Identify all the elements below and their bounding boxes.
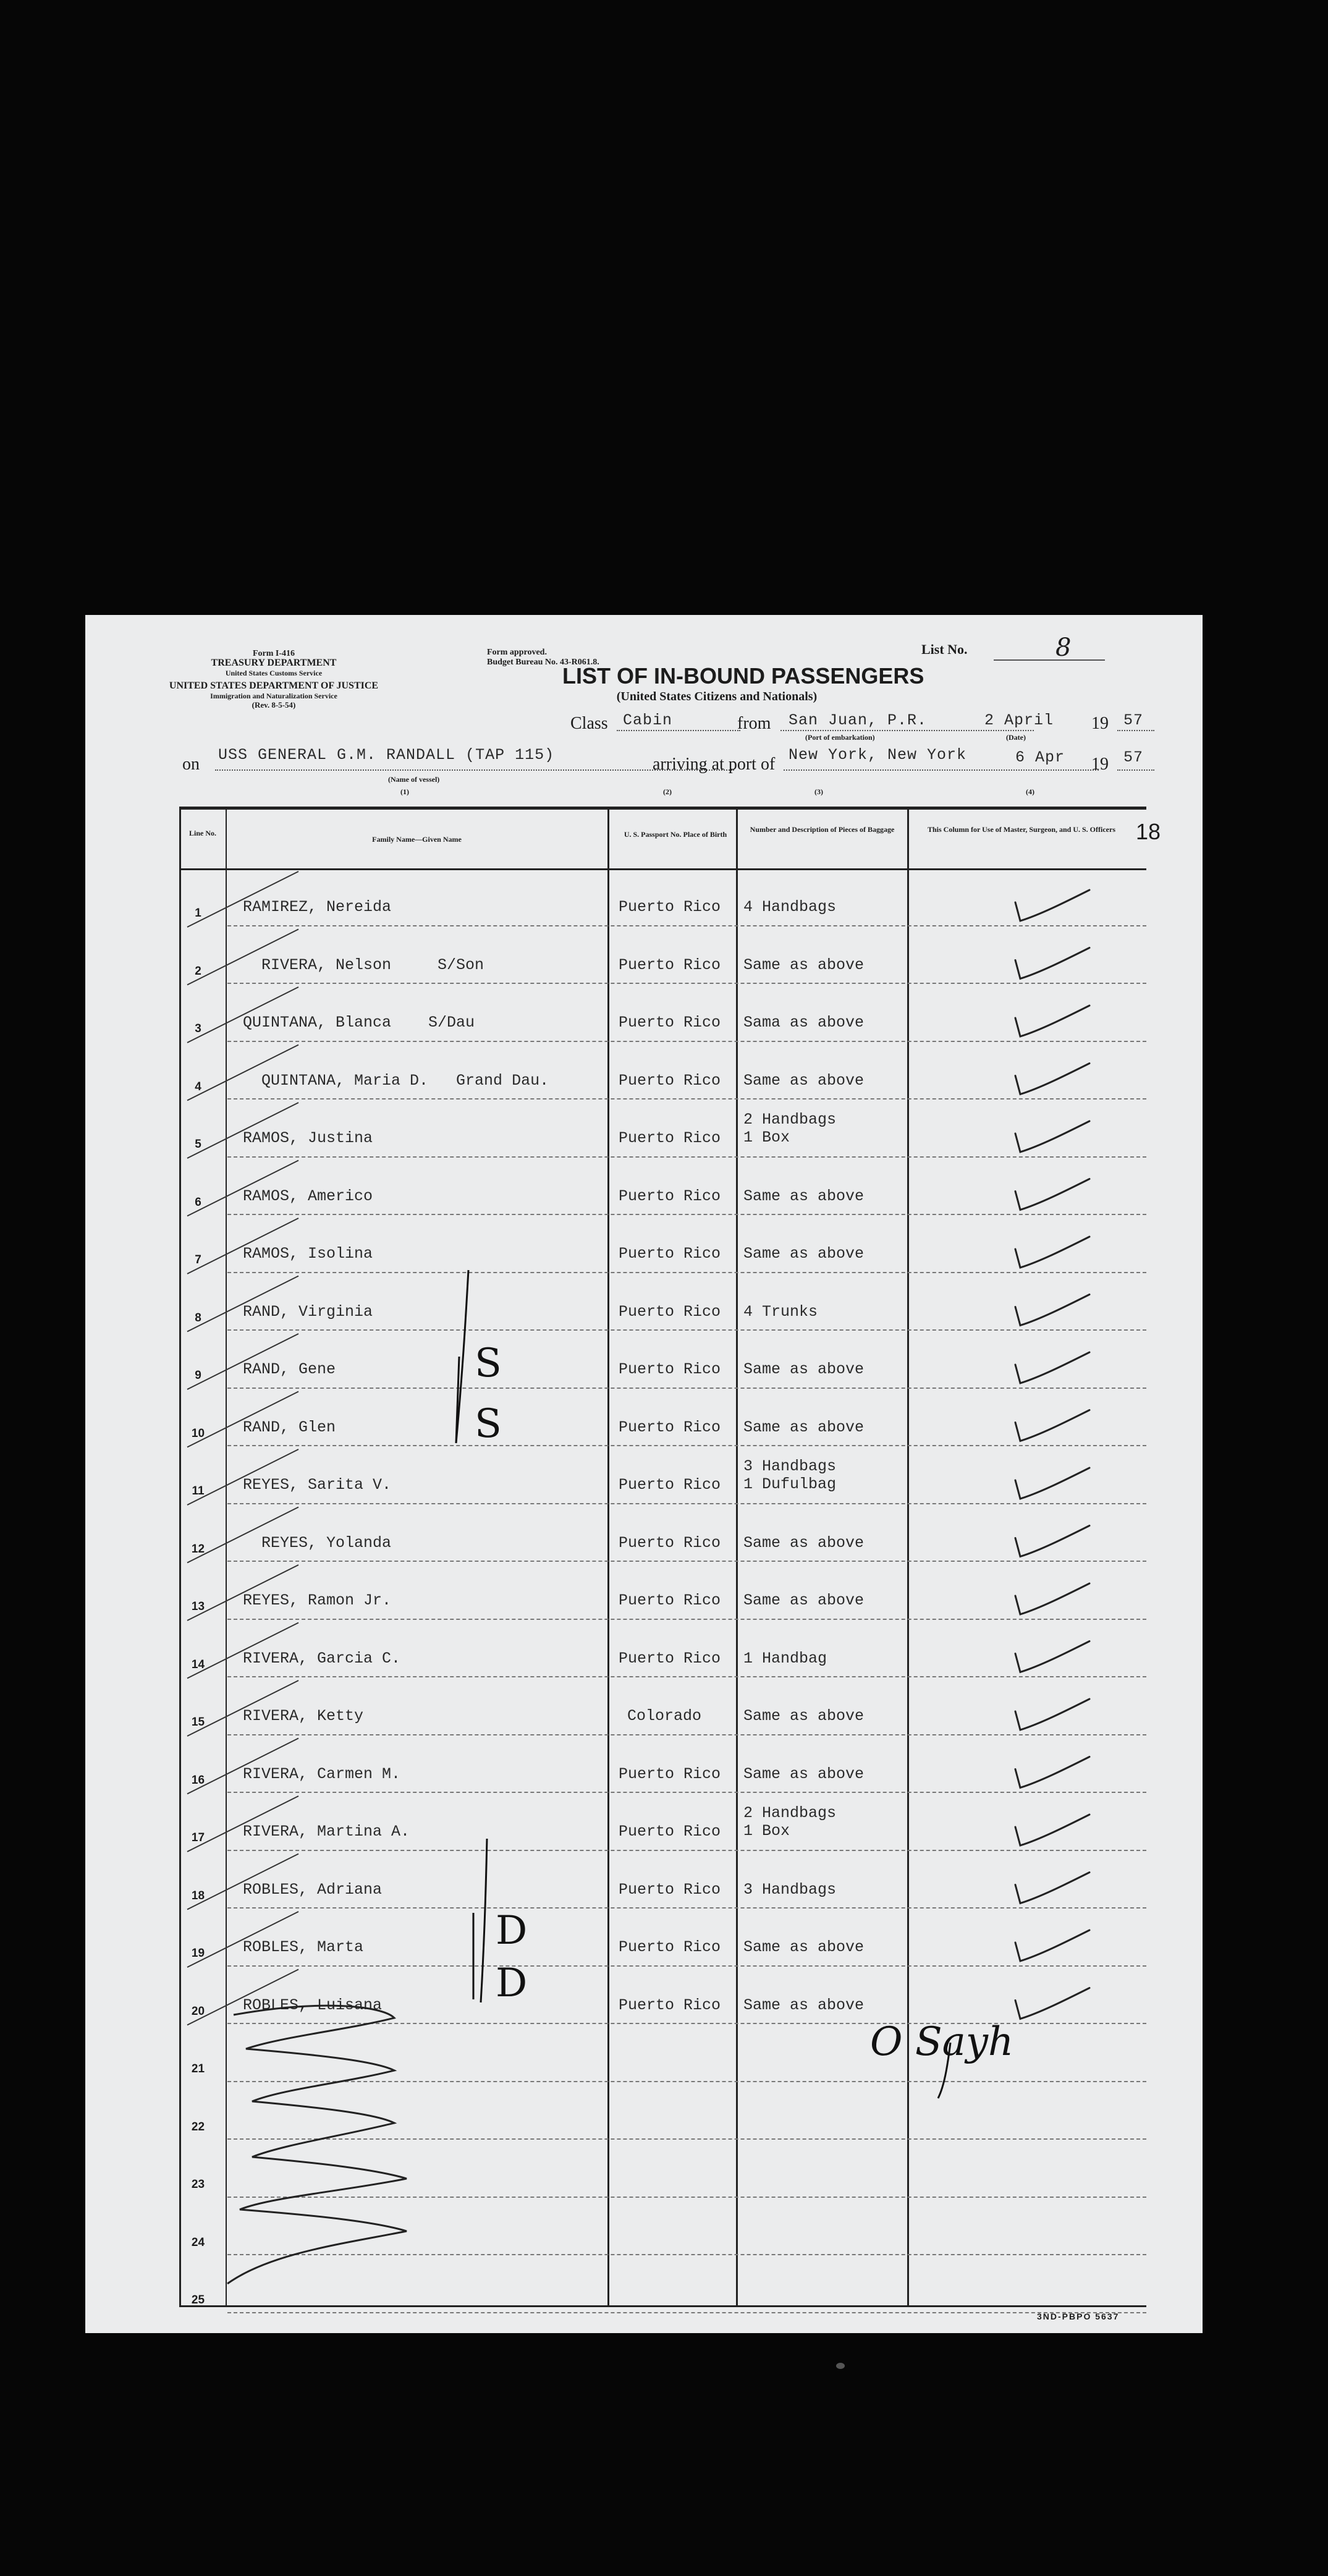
class-label: Class bbox=[570, 714, 608, 733]
name-slash bbox=[187, 1970, 298, 2025]
vessel-caption: (Name of vessel) bbox=[388, 775, 440, 784]
column-number-1: (1) bbox=[400, 787, 409, 796]
bracket-mark-d1: D bbox=[496, 1908, 528, 1954]
name-slash bbox=[187, 987, 298, 1043]
passenger-name: REYES, Sarita V. bbox=[243, 1476, 392, 1494]
year-prefix: 19 bbox=[1091, 714, 1109, 733]
passenger-name: REYES, Ramon Jr. bbox=[243, 1591, 392, 1609]
row-line-number: 25 bbox=[191, 2294, 205, 2307]
baggage-description: Same as above bbox=[743, 1996, 865, 2014]
passenger-name: REYES, Yolanda bbox=[261, 1533, 392, 1552]
revision-date: (Rev. 8-5-54) bbox=[252, 700, 296, 710]
budget-bureau-no: Budget Bureau No. 43-R061.8. bbox=[487, 658, 599, 667]
place-of-birth: Puerto Rico bbox=[619, 1071, 721, 1090]
place-of-birth: Puerto Rico bbox=[619, 1245, 721, 1263]
passenger-name: RAND, Virginia bbox=[243, 1302, 373, 1321]
row-line-number: 21 bbox=[191, 2062, 205, 2075]
year-value: 57 bbox=[1123, 711, 1144, 729]
row-line-number: 24 bbox=[191, 2235, 205, 2249]
place-of-birth: Puerto Rico bbox=[619, 1476, 721, 1494]
passenger-name: RAMIREZ, Nereida bbox=[243, 898, 392, 916]
passenger-name: ROBLES, Luisana bbox=[243, 1996, 383, 2014]
row-line-number: 3 bbox=[195, 1022, 201, 1035]
check-mark bbox=[1015, 1988, 1089, 2019]
from-port: San Juan, P.R. bbox=[789, 711, 928, 729]
passenger-name: RAND, Glen bbox=[243, 1418, 336, 1436]
place-of-birth: Puerto Rico bbox=[619, 1996, 721, 2014]
name-slash bbox=[187, 1565, 298, 1621]
vessel-name: USS GENERAL G.M. RANDALL (TAP 115) bbox=[218, 746, 555, 764]
name-slash bbox=[187, 1392, 298, 1447]
name-slash bbox=[187, 1796, 298, 1852]
check-mark bbox=[1015, 1121, 1089, 1152]
officer-signature: O Sayh bbox=[870, 2019, 1014, 2065]
check-marks bbox=[1015, 890, 1089, 2019]
from-label: from bbox=[737, 714, 771, 733]
page-mark: 18 bbox=[1136, 819, 1161, 844]
passenger-manifest-page bbox=[85, 615, 1203, 2333]
baggage-description: Same as above bbox=[743, 955, 865, 974]
baggage-description: 3 Handbags 1 Dufulbag bbox=[743, 1457, 837, 1493]
family-bracket-rand bbox=[456, 1270, 468, 1443]
baggage-description: 3 Handbags bbox=[743, 1880, 837, 1899]
row-line-number: 14 bbox=[191, 1658, 205, 1671]
column-number-3: (3) bbox=[814, 787, 823, 796]
header-line-no: Line No. bbox=[188, 829, 216, 837]
bracket-mark-s2: S bbox=[475, 1401, 502, 1447]
baggage-description: Same as above bbox=[743, 1187, 865, 1205]
place-of-birth: Puerto Rico bbox=[619, 1880, 721, 1899]
customs-service: United States Customs Service bbox=[225, 669, 323, 677]
row-line-number: 11 bbox=[192, 1485, 205, 1498]
name-slash bbox=[187, 1680, 298, 1736]
baggage-description: 1 Handbag bbox=[743, 1649, 827, 1667]
row-line-number: 20 bbox=[191, 2004, 205, 2018]
list-number-label: List No. bbox=[921, 642, 968, 657]
baggage-description: Same as above bbox=[743, 1765, 865, 1783]
treasury-dept: TREASURY DEPARTMENT bbox=[211, 658, 337, 668]
check-mark bbox=[1015, 1526, 1089, 1557]
passenger-name: RAMOS, Isolina bbox=[243, 1245, 373, 1263]
name-slash bbox=[187, 1449, 298, 1505]
name-slash bbox=[187, 1739, 298, 1794]
handwritten-ink-layer bbox=[85, 615, 1203, 2333]
row-line-number: 2 bbox=[195, 964, 201, 978]
row-line-number: 22 bbox=[191, 2120, 205, 2133]
place-of-birth: Puerto Rico bbox=[619, 1591, 721, 1609]
place-of-birth: Puerto Rico bbox=[619, 1014, 721, 1032]
place-of-birth: Puerto Rico bbox=[619, 1649, 721, 1667]
place-of-birth: Puerto Rico bbox=[619, 1765, 721, 1783]
check-mark bbox=[1015, 1757, 1089, 1788]
row-line-number: 1 bbox=[195, 907, 201, 920]
row-line-number: 10 bbox=[191, 1426, 205, 1440]
row-line-number: 7 bbox=[195, 1253, 201, 1266]
row-line-number: 8 bbox=[195, 1311, 201, 1324]
baggage-description: Same as above bbox=[743, 1938, 865, 1956]
name-slash-marks bbox=[187, 871, 298, 2025]
passenger-name: RIVERA, Ketty bbox=[243, 1707, 364, 1725]
row-line-number: 9 bbox=[195, 1369, 201, 1382]
check-mark bbox=[1015, 890, 1089, 921]
scan-speck bbox=[836, 2363, 845, 2369]
name-slash bbox=[187, 1507, 298, 1563]
justice-dept: UNITED STATES DEPARTMENT OF JUSTICE bbox=[169, 680, 379, 691]
page-subtitle: (United States Citizens and Nationals) bbox=[616, 690, 818, 703]
place-of-birth: Puerto Rico bbox=[619, 1187, 721, 1205]
check-mark bbox=[1015, 1179, 1089, 1210]
check-mark bbox=[1015, 1930, 1089, 1961]
check-mark bbox=[1015, 1295, 1089, 1326]
passenger-name: RAMOS, Justina bbox=[243, 1129, 373, 1147]
place-of-birth: Puerto Rico bbox=[619, 1533, 721, 1552]
row-line-number: 4 bbox=[195, 1080, 201, 1093]
place-of-birth: Puerto Rico bbox=[619, 955, 721, 974]
check-mark bbox=[1015, 1815, 1089, 1845]
name-slash bbox=[187, 1334, 298, 1389]
baggage-description: Sama as above bbox=[743, 1014, 865, 1032]
baggage-description: Same as above bbox=[743, 1071, 865, 1090]
row-line-number: 15 bbox=[191, 1716, 205, 1729]
blank-rows-scribble bbox=[227, 2006, 407, 2284]
baggage-description: Same as above bbox=[743, 1360, 865, 1378]
footer-code: 3ND-PBPO 5637 bbox=[1037, 2311, 1120, 2321]
name-slash bbox=[187, 1103, 298, 1158]
baggage-description: Same as above bbox=[743, 1245, 865, 1263]
bracket-line-3 bbox=[481, 1839, 487, 2002]
bracket-mark-s1: S bbox=[475, 1341, 502, 1386]
baggage-description: 4 Handbags bbox=[743, 898, 837, 916]
place-of-birth: Puerto Rico bbox=[619, 1360, 721, 1378]
check-mark bbox=[1015, 1410, 1089, 1441]
name-slash bbox=[187, 1218, 298, 1274]
arrival-year-prefix: 19 bbox=[1091, 755, 1109, 774]
class-value: Cabin bbox=[623, 711, 673, 729]
place-of-birth: Puerto Rico bbox=[619, 1418, 721, 1436]
name-slash bbox=[187, 1161, 298, 1216]
passenger-name: ROBLES, Marta bbox=[243, 1938, 364, 1956]
check-mark bbox=[1015, 1352, 1089, 1383]
arrival-date: 6 Apr bbox=[1015, 748, 1065, 766]
check-mark bbox=[1015, 1064, 1089, 1095]
row-line-number: 13 bbox=[191, 1600, 205, 1613]
check-mark bbox=[1015, 1642, 1089, 1672]
baggage-description: Same as above bbox=[743, 1707, 865, 1725]
name-slash bbox=[187, 1854, 298, 1910]
name-slash bbox=[187, 930, 298, 985]
passenger-name: RAMOS, Americo bbox=[243, 1187, 373, 1205]
arrival-port: New York, New York bbox=[789, 746, 967, 764]
row-line-number: 16 bbox=[191, 1773, 205, 1787]
row-line-number: 18 bbox=[191, 1889, 205, 1902]
on-label: on bbox=[182, 755, 200, 774]
check-mark bbox=[1015, 1583, 1089, 1614]
place-of-birth: Colorado bbox=[627, 1707, 702, 1725]
arrival-year: 57 bbox=[1123, 748, 1144, 766]
passenger-name: RIVERA, Martina A. bbox=[243, 1823, 410, 1841]
passenger-name: RIVERA, Garcia C. bbox=[243, 1649, 401, 1667]
place-of-birth: Puerto Rico bbox=[619, 1302, 721, 1321]
baggage-description: 2 Handbags 1 Box bbox=[743, 1111, 837, 1146]
name-slash bbox=[187, 1912, 298, 1967]
check-mark bbox=[1015, 1699, 1089, 1730]
date-caption: (Date) bbox=[1006, 733, 1026, 742]
row-line-number: 5 bbox=[195, 1138, 201, 1151]
name-slash bbox=[187, 1276, 298, 1332]
place-of-birth: Puerto Rico bbox=[619, 1823, 721, 1841]
baggage-description: 4 Trunks bbox=[743, 1302, 818, 1321]
baggage-description: Same as above bbox=[743, 1591, 865, 1609]
passenger-name: RIVERA, Carmen M. bbox=[243, 1765, 401, 1783]
place-of-birth: Puerto Rico bbox=[619, 1938, 721, 1956]
header-name: Family Name—Given Name bbox=[372, 835, 462, 844]
header-officers: This Column for Use of Master, Surgeon, and U. S. Officers bbox=[927, 825, 1115, 834]
passenger-name: RAND, Gene bbox=[243, 1360, 336, 1378]
column-number-4: (4) bbox=[1026, 787, 1034, 796]
bracket-mark-d2: D bbox=[496, 1960, 528, 2006]
baggage-description: Same as above bbox=[743, 1418, 865, 1436]
page-title: LIST OF IN-BOUND PASSENGERS bbox=[562, 663, 924, 688]
immigration-service: Immigration and Naturalization Service bbox=[210, 692, 337, 700]
place-of-birth: Puerto Rico bbox=[619, 1129, 721, 1147]
place-of-birth: Puerto Rico bbox=[619, 898, 721, 916]
family-bracket-robles bbox=[473, 1839, 487, 2002]
check-mark bbox=[1015, 1873, 1089, 1904]
row-line-number: 17 bbox=[191, 1831, 205, 1844]
check-mark bbox=[1015, 948, 1089, 979]
name-slash bbox=[187, 1623, 298, 1679]
header-baggage: Number and Description of Pieces of Baggage bbox=[750, 825, 895, 834]
passenger-name: ROBLES, Adriana bbox=[243, 1880, 383, 1899]
header-passport: U. S. Passport No. Place of Birth bbox=[624, 830, 727, 839]
check-mark bbox=[1015, 1006, 1089, 1036]
row-line-number: 19 bbox=[191, 1947, 205, 1960]
row-line-number: 23 bbox=[191, 2178, 205, 2191]
form-approved: Form approved. bbox=[487, 648, 547, 657]
passenger-name: QUINTANA, Blanca S/Dau bbox=[243, 1014, 475, 1032]
baggage-description: 2 Handbags 1 Box bbox=[743, 1804, 837, 1840]
baggage-description: Same as above bbox=[743, 1533, 865, 1552]
passenger-name: RIVERA, Nelson S/Son bbox=[261, 955, 484, 974]
arriving-label: arriving at port of bbox=[653, 755, 776, 774]
list-number-value: 8 bbox=[1055, 633, 1072, 662]
column-number-2: (2) bbox=[663, 787, 672, 796]
port-embark-caption: (Port of embarkation) bbox=[805, 733, 875, 742]
row-line-number: 6 bbox=[195, 1195, 201, 1209]
departure-date: 2 April bbox=[984, 711, 1054, 729]
row-line-number: 12 bbox=[191, 1542, 205, 1556]
passenger-name: QUINTANA, Maria D. Grand Dau. bbox=[261, 1071, 549, 1090]
name-slash bbox=[187, 1045, 298, 1101]
form-number: Form I-416 bbox=[252, 649, 295, 658]
check-mark bbox=[1015, 1468, 1089, 1499]
name-slash bbox=[187, 871, 298, 927]
check-mark bbox=[1015, 1237, 1089, 1268]
